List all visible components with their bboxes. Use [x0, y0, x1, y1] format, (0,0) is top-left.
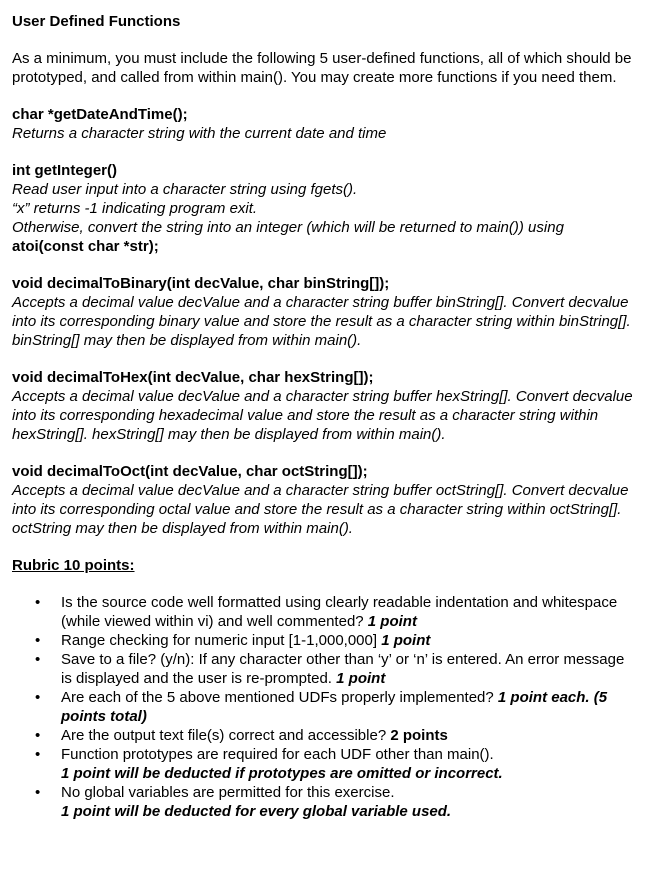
- function-description: Accepts a decimal value decValue and a character string buffer binString[]. Convert decvalue into its corresponding binary value and store the result as a character string within binString[]. binString[] may then be displayed from within main().: [12, 294, 631, 349]
- rubric-item: [35, 593, 636, 631]
- function-decimalToBinary: [12, 274, 636, 350]
- function-signature: int getInteger(): [12, 162, 117, 179]
- rubric-item-points: 2 points: [390, 727, 448, 744]
- rubric-item-text: Is the source code well formatted using clearly readable indentation and whitespace (while viewed within vi) and well commented?: [61, 594, 618, 630]
- function-signature: void decimalToBinary(int decValue, char binString[]);: [12, 275, 390, 292]
- function-signature: void decimalToHex(int decValue, char hexString[]);: [12, 369, 374, 386]
- bullet-icon: •: [35, 746, 41, 763]
- function-getInteger: [12, 161, 636, 256]
- function-description: Returns a character string with the current date and time: [12, 125, 387, 142]
- rubric-item-text: No global variables are permitted for this exercise.: [61, 784, 395, 801]
- rubric-item-points: 1 point: [381, 632, 431, 649]
- rubric-item: [35, 745, 636, 783]
- function-signature: void decimalToOct(int decValue, char octString[]);: [12, 463, 368, 480]
- rubric-item-text: Save to a file? (y/n): If any character other than ‘y’ or ‘n’ is entered. An error message is displayed and the user is re-prompted.: [61, 651, 625, 687]
- function-signature: char *getDateAndTime();: [12, 106, 188, 123]
- function-description: Accepts a decimal value decValue and a character string buffer hexString[]. Convert decvalue into its corresponding hexadecimal value and store the result as a character string within hexString[]. hexString[] may then be displayed from within main().: [12, 388, 633, 443]
- bullet-icon: •: [35, 689, 41, 706]
- rubric-item-text: Function prototypes are required for each UDF other than main().: [61, 746, 494, 763]
- rubric-item-text: Are each of the 5 above mentioned UDFs properly implemented?: [61, 689, 498, 706]
- function-description-line: “x” returns -1 indicating program exit.: [12, 200, 258, 217]
- function-decimalToHex: [12, 368, 636, 444]
- rubric-item-deduction-note: 1 point will be deducted for every global variable used.: [61, 803, 452, 820]
- function-atoi-reference: atoi(const char *str);: [12, 238, 159, 255]
- rubric-item: [35, 726, 636, 745]
- function-decimalToOct: [12, 462, 636, 538]
- rubric-item-points: 1 point: [367, 613, 417, 630]
- rubric-item-points: 1 point: [336, 670, 386, 687]
- rubric-item-points: 1 point each. (5 points total): [61, 689, 608, 725]
- bullet-icon: •: [35, 594, 41, 611]
- function-getDateAndTime: [12, 105, 636, 143]
- bullet-icon: •: [35, 784, 41, 801]
- rubric-item: [35, 688, 636, 726]
- section-title: User Defined Functions: [12, 13, 181, 30]
- rubric-item: [35, 650, 636, 688]
- bullet-icon: •: [35, 651, 41, 668]
- bullet-icon: •: [35, 727, 41, 744]
- rubric-item-text: Are the output text file(s) correct and accessible?: [61, 727, 391, 744]
- function-description: Accepts a decimal value decValue and a character string buffer octString[]. Convert decvalue into its corresponding octal value and store the result as a character string within octString[]. octString may then be displayed from within main().: [12, 482, 629, 537]
- rubric-item-text: Range checking for numeric input [1-1,000,000]: [61, 632, 382, 649]
- rubric-item: [35, 631, 636, 650]
- function-description-line: Otherwise, convert the string into an integer (which will be returned to main()) using: [12, 219, 564, 236]
- rubric-item-deduction-note: 1 point will be deducted if prototypes are omitted or incorrect.: [61, 765, 503, 782]
- bullet-icon: •: [35, 632, 41, 649]
- rubric-list: [12, 593, 636, 821]
- intro-paragraph: As a minimum, you must include the following 5 user-defined functions, all of which should be prototyped, and called from within main(). You may create more functions if you need them.: [12, 50, 632, 86]
- function-description-line: Read user input into a character string using fgets().: [12, 181, 358, 198]
- rubric-item: [35, 783, 636, 821]
- rubric-heading: Rubric 10 points:: [12, 557, 135, 574]
